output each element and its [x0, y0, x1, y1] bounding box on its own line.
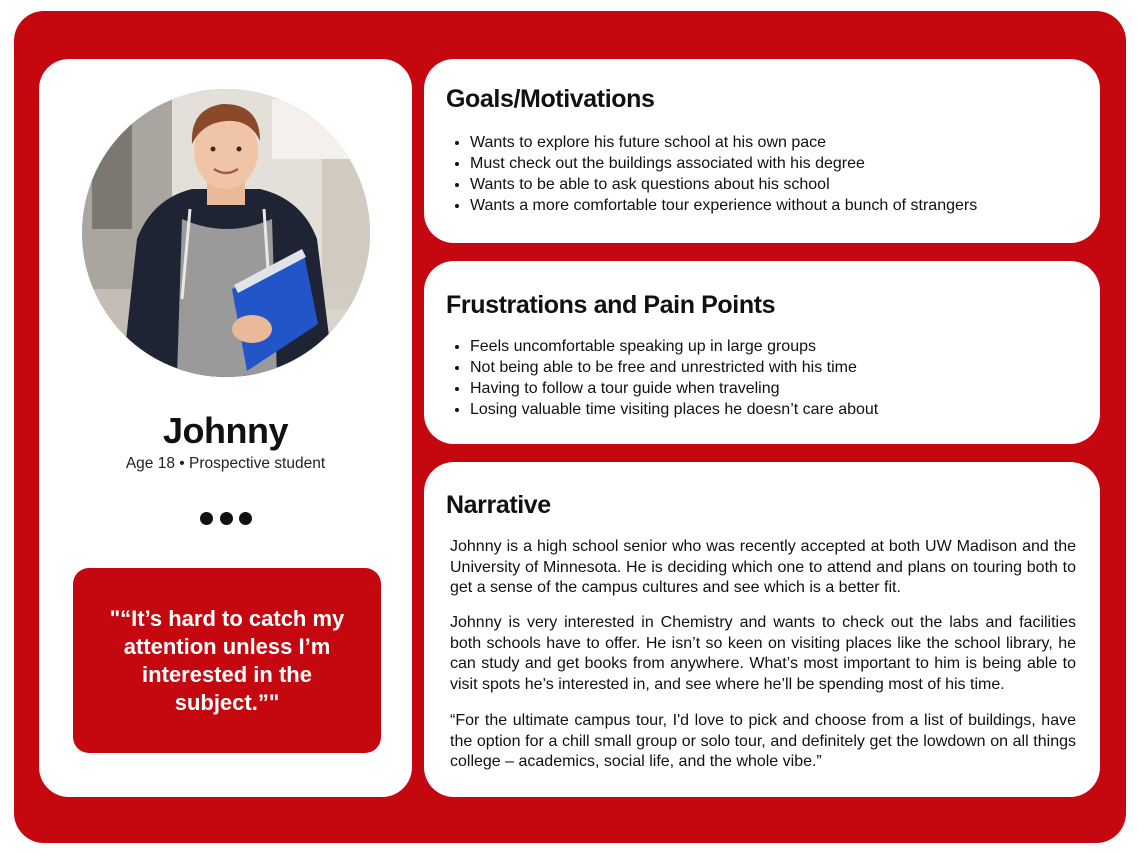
list-item: • Not being able to be free and unrestricted with his time — [470, 357, 878, 378]
list-item: • Wants a more comfortable tour experience without a bunch of strangers — [470, 195, 977, 216]
list-item: • Having to follow a tour guide when traveling — [470, 378, 878, 399]
narrative-quote: “For the ultimate campus tour, I'd love to pick and choose from a list of buildings, have the option for a chill small group or solo tour, and definitely get the lowdown on all things college – academics, social life, and the whole vibe.” — [450, 712, 1076, 771]
list-item: • Feels uncomfortable speaking up in large groups — [470, 336, 878, 357]
dot — [220, 512, 233, 525]
list-item: • Losing valuable time visiting places he doesn’t care about — [470, 399, 878, 420]
dot — [200, 512, 213, 525]
list-item: • Must check out the buildings associated with his degree — [470, 153, 977, 174]
profile-photo — [82, 89, 370, 377]
frustrations-title: Frustrations and Pain Points — [446, 291, 776, 319]
list-item: • Wants to explore his future school at his own pace — [470, 132, 977, 153]
narrative-paragraph: Johnny is a high school senior who was recently accepted at both UW Madison and the University of Minnesota. He is deciding which one to attend and plans on touring both to get a sense of the campus cultures and see which is a better fit. — [450, 538, 1076, 597]
narrative-paragraph: Johnny is very interested in Chemistry and wants to check out the labs and facilities both schools have to offer. He isn’t so keen on visiting places like the school library, he can study and get books from anywhere. What’s most important to him is being able to visit spots he’s interested in, and see where he’ll be spending most of his time. — [450, 614, 1076, 693]
goals-title: Goals/Motivations — [446, 85, 655, 113]
list-item: • Wants to be able to ask questions about his school — [470, 174, 977, 195]
goals-list — [446, 132, 977, 216]
dot — [239, 512, 252, 525]
frustrations-list — [446, 336, 878, 420]
quote-box — [73, 568, 381, 753]
narrative-title: Narrative — [446, 491, 551, 519]
persona-quote: "“It’s hard to catch my attention unless I’m interested in the subject.”" — [109, 605, 345, 715]
persona-subtitle: Age 18 • Prospective student — [125, 455, 326, 472]
ellipsis-icon — [200, 511, 252, 525]
persona-name: Johnny — [162, 410, 288, 451]
